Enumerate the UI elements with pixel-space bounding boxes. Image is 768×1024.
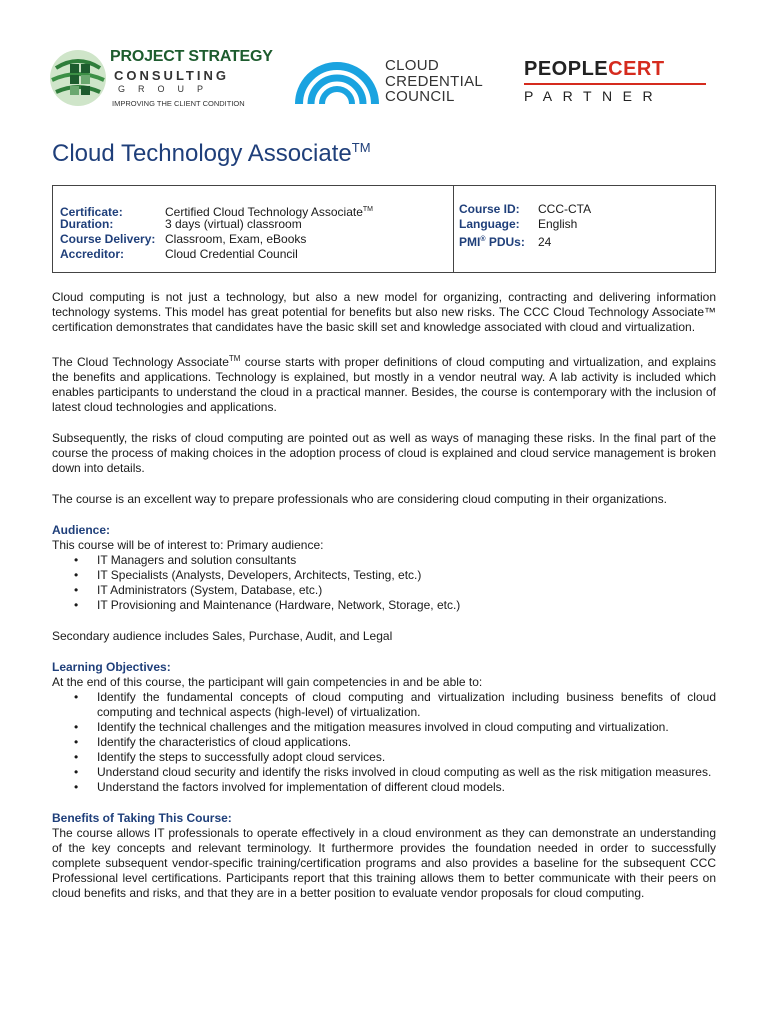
info-label: Accreditor:	[60, 247, 125, 261]
project-strategy-logo	[48, 46, 273, 110]
list-item: • Identify the steps to successfully adopt cloud services.	[52, 750, 716, 765]
peoplecert-people: PEOPLE	[524, 58, 609, 80]
peoplecert-rule	[524, 83, 706, 85]
cloud-arcs-icon	[293, 56, 381, 106]
info-value: Certified Cloud Technology Associate	[165, 205, 363, 219]
list-item: • Identify the technical challenges and the mitigation measures involved in cloud computing and virtualization.	[52, 720, 716, 735]
psc-line1: PROJECT STRATEGY	[110, 48, 273, 65]
info-label: Duration:	[60, 217, 114, 231]
ccc-line2: CREDENTIAL	[385, 72, 484, 90]
info-row-delivery	[60, 232, 373, 247]
info-value: English	[538, 217, 578, 231]
objectives-list	[52, 690, 716, 795]
info-left	[60, 202, 373, 262]
benefits-heading: Benefits of Taking This Course:	[52, 811, 232, 825]
info-row-pdus	[459, 232, 591, 247]
psc-line2: CONSULTING	[114, 68, 229, 83]
info-label: Certificate:	[60, 205, 123, 219]
info-label: Course Delivery:	[60, 232, 156, 246]
psc-tagline: IMPROVING THE CLIENT CONDITION	[112, 99, 245, 108]
intro-paragraph-1: Cloud computing is not just a technology, but also a new model for organizing, contracting and delivering information technology systems. This model has great potential for benefits but also new risks. The CCC Cloud Technology Associate™ certification demonstrates that candidates have the basic skill set and knowledge associated with cloud and virtualization.	[52, 290, 716, 334]
info-value-tm: TM	[362, 206, 374, 213]
audience-list	[52, 553, 716, 613]
intro-p2-start: The Cloud Technology Associate	[52, 355, 229, 369]
audience-lead: This course will be of interest to: Primary audience:	[52, 538, 324, 552]
info-value: Classroom, Exam, eBooks	[165, 232, 307, 246]
list-item: • Understand the factors involved for implementation of different cloud models.	[52, 780, 716, 795]
audience-secondary: Secondary audience includes Sales, Purchase, Audit, and Legal	[52, 629, 393, 643]
info-value: Cloud Credential Council	[165, 247, 298, 261]
peoplecert-cert: CERT	[608, 58, 665, 80]
globe-icon	[48, 46, 108, 110]
pmi-registered: ®	[480, 236, 486, 243]
course-description	[52, 290, 716, 917]
ccc-line3: COUNCIL	[385, 88, 455, 105]
psc-line3: GROUP	[118, 84, 217, 94]
list-item: • IT Specialists (Analysts, Developers, Architects, Testing, etc.)	[52, 568, 716, 583]
cloud-credential-council-logo	[293, 38, 493, 118]
info-divider	[453, 186, 454, 272]
list-item: • Identify the fundamental concepts of cloud computing and virtualization including business benefits of cloud computing and technical aspects (high-level) of virtualization.	[52, 690, 716, 720]
objectives-lead: At the end of this course, the participant will gain competencies in and be able to:	[52, 675, 483, 689]
intro-paragraph-3: Subsequently, the risks of cloud computing are pointed out as well as ways of managing these risks. In the final part of the course the process of making choices in the adoption process of cloud is explained and cloud service management is broken down into details.	[52, 431, 716, 475]
info-row-duration	[60, 217, 373, 232]
info-row-language	[459, 217, 591, 232]
list-item: • IT Provisioning and Maintenance (Hardware, Network, Storage, etc.)	[52, 598, 716, 613]
info-label-pdus	[459, 232, 538, 250]
page-title	[52, 140, 371, 168]
list-item: • Identify the characteristics of cloud applications.	[52, 735, 716, 750]
peoplecert-partner-logo	[524, 58, 714, 108]
benefits-text: The course allows IT professionals to operate effectively in a cloud environment as they can demonstrate an understanding of the key concepts and relevant terminology. It furthermore provides the foundation needed in order to successfully complete subsequent vendor-specific training/certification programs and also provides a baseline for the subsequent CCC Professional level certifications. Participants report that this training allows them to better communicate with their peers on cloud benefits and risks, and that they are in a better position to evaluate vendor proposals for cloud computing.	[52, 826, 716, 900]
peoplecert-wordmark	[524, 58, 714, 81]
info-row-accreditor	[60, 247, 373, 262]
title-tm: TM	[351, 140, 371, 155]
audience-heading: Audience:	[52, 523, 111, 537]
info-value: 3 days (virtual) classroom	[165, 217, 302, 231]
pmi-text: PMI	[459, 235, 481, 249]
info-value: CCC-CTA	[538, 202, 592, 216]
intro-paragraph-4: The course is an excellent way to prepare professionals who are considering cloud computing in their organizations.	[52, 492, 668, 506]
info-right	[459, 202, 591, 247]
intro-p2-tm: TM	[228, 354, 241, 363]
intro-p2-rest: course starts with proper definitions of cloud computing and virtualization, and explains the benefits and applications. Technology is explained, but mostly in a vendor neutral way. A lab activity is included which enables participants to understand the cloud in a practical manner. Besides, the course is contemporary with the inclusion of latest cloud technologies and applications.	[52, 355, 717, 414]
intro-paragraph-2	[52, 351, 716, 415]
info-row-certificate	[60, 202, 373, 217]
ccc-line1: CLOUD	[385, 57, 440, 74]
pdus-text: PDUs:	[485, 235, 525, 249]
peoplecert-partner: PARTNER	[524, 88, 664, 104]
title-text: Cloud Technology Associate	[52, 140, 352, 167]
objectives-heading: Learning Objectives:	[52, 660, 171, 674]
course-info-box	[52, 185, 716, 273]
list-item: • IT Administrators (System, Database, etc.)	[52, 583, 716, 598]
info-label: Language:	[459, 217, 520, 231]
info-label: Course ID:	[459, 202, 520, 216]
ccc-text	[385, 58, 483, 105]
header-logos	[0, 38, 768, 118]
list-item: • Understand cloud security and identify the risks involved in cloud computing as well as the risk mitigation measures.	[52, 765, 716, 780]
info-value: 24	[538, 235, 552, 249]
list-item: • IT Managers and solution consultants	[52, 553, 716, 568]
info-row-course-id	[459, 202, 591, 217]
